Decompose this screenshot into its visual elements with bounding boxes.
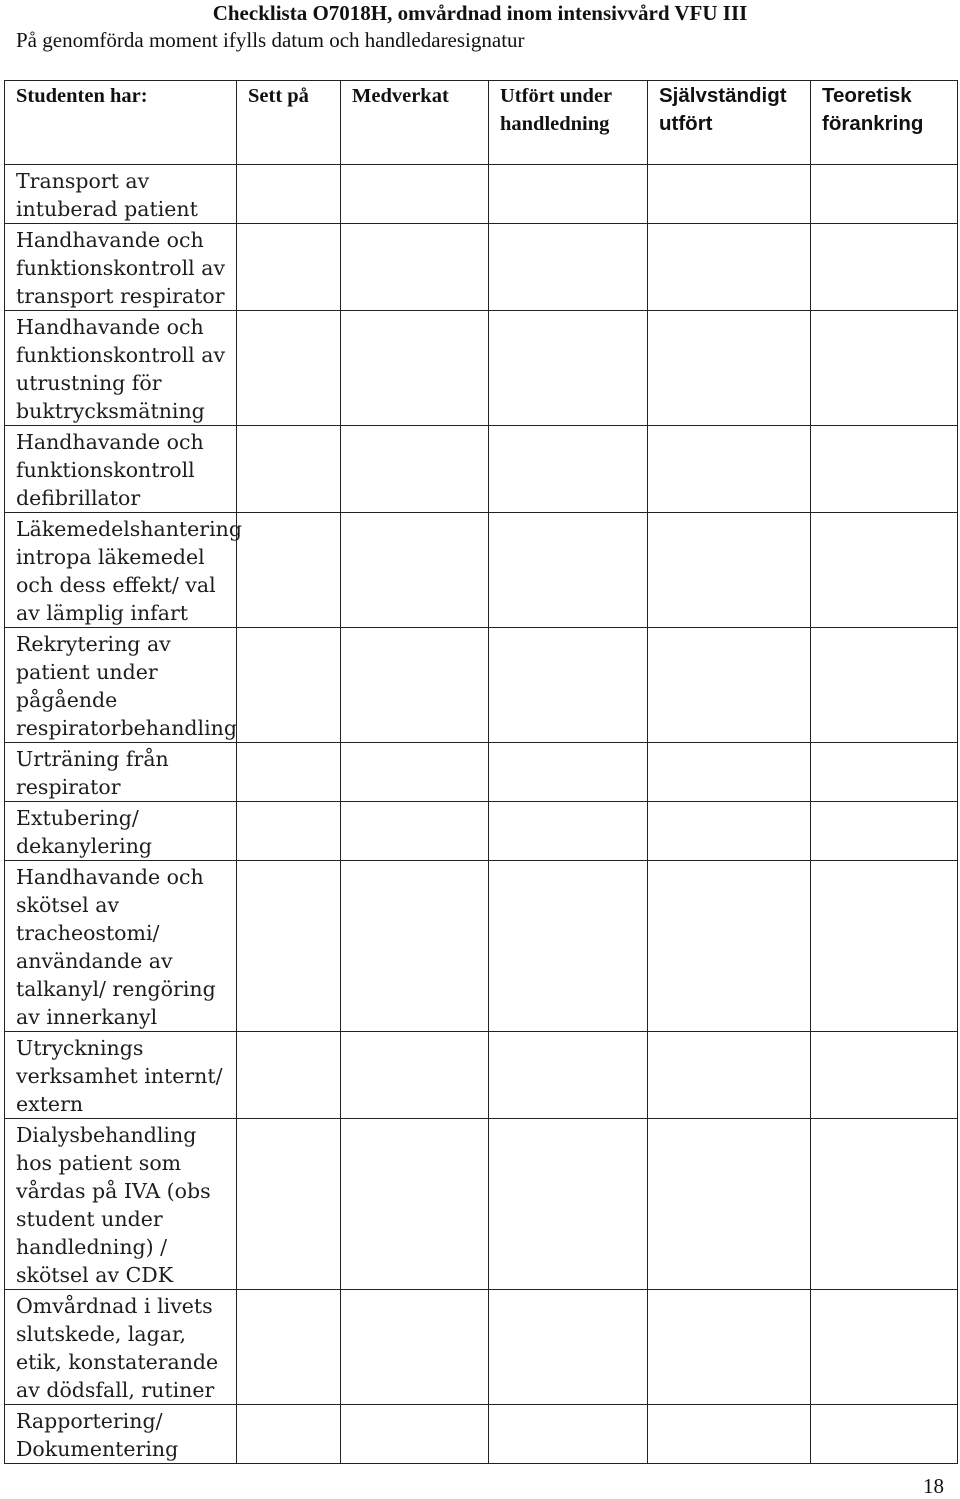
- teoretisk-forankring-cell[interactable]: [811, 426, 958, 513]
- teoretisk-forankring-cell[interactable]: [811, 513, 958, 628]
- utfort-under-handledning-cell[interactable]: [489, 1032, 648, 1119]
- medverkat-cell[interactable]: [341, 1032, 489, 1119]
- sjalvstandigt-utfort-cell[interactable]: [648, 311, 811, 426]
- header-medverkat: Medverkat: [341, 81, 489, 165]
- header-teoretisk-forankring: Teoretisk förankring: [811, 81, 958, 165]
- utfort-under-handledning-cell[interactable]: [489, 743, 648, 802]
- teoretisk-forankring-cell[interactable]: [811, 1405, 958, 1464]
- utfort-under-handledning-cell[interactable]: [489, 1290, 648, 1405]
- sjalvstandigt-utfort-cell[interactable]: [648, 628, 811, 743]
- document-subtitle: På genomförda moment ifylls datum och handledaresignatur: [16, 28, 525, 52]
- sett-pa-cell[interactable]: [237, 743, 341, 802]
- teoretisk-forankring-cell[interactable]: [811, 1119, 958, 1290]
- sett-pa-cell[interactable]: [237, 311, 341, 426]
- utfort-under-handledning-cell[interactable]: [489, 311, 648, 426]
- teoretisk-forankring-cell[interactable]: [811, 165, 958, 224]
- sjalvstandigt-utfort-cell[interactable]: [648, 802, 811, 861]
- sett-pa-cell[interactable]: [237, 426, 341, 513]
- sjalvstandigt-utfort-cell[interactable]: [648, 1032, 811, 1119]
- row-label: Utrycknings verksamhet internt/ extern: [5, 1032, 237, 1119]
- utfort-under-handledning-cell[interactable]: [489, 802, 648, 861]
- sett-pa-cell[interactable]: [237, 224, 341, 311]
- medverkat-cell[interactable]: [341, 628, 489, 743]
- sjalvstandigt-utfort-cell[interactable]: [648, 224, 811, 311]
- row-label: Omvårdnad i livets slutskede, lagar, etik, konstaterande av dödsfall, rutiner: [5, 1290, 237, 1405]
- checklist-table: [4, 80, 958, 1464]
- page-number: 18: [923, 1474, 944, 1498]
- medverkat-cell[interactable]: [341, 165, 489, 224]
- teoretisk-forankring-cell[interactable]: [811, 802, 958, 861]
- sett-pa-cell[interactable]: [237, 1119, 341, 1290]
- teoretisk-forankring-cell[interactable]: [811, 743, 958, 802]
- utfort-under-handledning-cell[interactable]: [489, 513, 648, 628]
- document-title: Checklista O7018H, omvårdnad inom intensivvård VFU III: [212, 1, 748, 25]
- row-label: Läkemedelshantering intropa läkemedel och dess effekt/ val av lämplig infart: [5, 513, 237, 628]
- medverkat-cell[interactable]: [341, 802, 489, 861]
- teoretisk-forankring-cell[interactable]: [811, 224, 958, 311]
- sjalvstandigt-utfort-cell[interactable]: [648, 861, 811, 1032]
- sjalvstandigt-utfort-cell[interactable]: [648, 426, 811, 513]
- table-row: [5, 802, 958, 861]
- sjalvstandigt-utfort-cell[interactable]: [648, 1119, 811, 1290]
- sett-pa-cell[interactable]: [237, 861, 341, 1032]
- table-row: [5, 1405, 958, 1464]
- utfort-under-handledning-cell[interactable]: [489, 426, 648, 513]
- medverkat-cell[interactable]: [341, 861, 489, 1032]
- table-row: [5, 224, 958, 311]
- utfort-under-handledning-cell[interactable]: [489, 165, 648, 224]
- table-row: [5, 1119, 958, 1290]
- table-row: [5, 513, 958, 628]
- sett-pa-cell[interactable]: [237, 1290, 341, 1405]
- teoretisk-forankring-cell[interactable]: [811, 311, 958, 426]
- sjalvstandigt-utfort-cell[interactable]: [648, 743, 811, 802]
- table-row: [5, 311, 958, 426]
- table-row: [5, 1290, 958, 1405]
- table-row: [5, 628, 958, 743]
- row-label: Rekrytering av patient under pågående respiratorbehandling: [5, 628, 237, 743]
- sjalvstandigt-utfort-cell[interactable]: [648, 1290, 811, 1405]
- row-label: Handhavande och funktionskontroll av utrustning för buktrycksmätning: [5, 311, 237, 426]
- sett-pa-cell[interactable]: [237, 1405, 341, 1464]
- row-label: Handhavande och funktionskontroll defibrillator: [5, 426, 237, 513]
- table-row: [5, 165, 958, 224]
- utfort-under-handledning-cell[interactable]: [489, 224, 648, 311]
- sett-pa-cell[interactable]: [237, 1032, 341, 1119]
- row-label: Handhavande och skötsel av tracheostomi/ användande av talkanyl/ rengöring av innerkanyl: [5, 861, 237, 1032]
- table-row: [5, 743, 958, 802]
- table-row: [5, 861, 958, 1032]
- utfort-under-handledning-cell[interactable]: [489, 628, 648, 743]
- row-label: Handhavande och funktionskontroll av transport respirator: [5, 224, 237, 311]
- medverkat-cell[interactable]: [341, 426, 489, 513]
- sjalvstandigt-utfort-cell[interactable]: [648, 513, 811, 628]
- utfort-under-handledning-cell[interactable]: [489, 861, 648, 1032]
- row-label: Rapportering/ Dokumentering: [5, 1405, 237, 1464]
- sett-pa-cell[interactable]: [237, 165, 341, 224]
- row-label: Transport av intuberad patient: [5, 165, 237, 224]
- sett-pa-cell[interactable]: [237, 802, 341, 861]
- header-studenten-har: Studenten har:: [5, 81, 237, 165]
- row-label: Extubering/ dekanylering: [5, 802, 237, 861]
- medverkat-cell[interactable]: [341, 311, 489, 426]
- header-utfort-under-handledning: Utfört under handledning: [489, 81, 648, 165]
- teoretisk-forankring-cell[interactable]: [811, 1290, 958, 1405]
- sjalvstandigt-utfort-cell[interactable]: [648, 1405, 811, 1464]
- sett-pa-cell[interactable]: [237, 628, 341, 743]
- teoretisk-forankring-cell[interactable]: [811, 1032, 958, 1119]
- sjalvstandigt-utfort-cell[interactable]: [648, 165, 811, 224]
- sett-pa-cell[interactable]: [237, 513, 341, 628]
- row-label: Dialysbehandling hos patient som vårdas på IVA (obs student under handledning) / skötsel av CDK: [5, 1119, 237, 1290]
- teoretisk-forankring-cell[interactable]: [811, 861, 958, 1032]
- table-row: [5, 426, 958, 513]
- table-row: [5, 1032, 958, 1119]
- medverkat-cell[interactable]: [341, 513, 489, 628]
- utfort-under-handledning-cell[interactable]: [489, 1119, 648, 1290]
- header-sett-pa: Sett på: [237, 81, 341, 165]
- medverkat-cell[interactable]: [341, 1405, 489, 1464]
- header-sjalvstandigt-utfort: Självständigt utfört: [648, 81, 811, 165]
- medverkat-cell[interactable]: [341, 224, 489, 311]
- row-label: Urträning från respirator: [5, 743, 237, 802]
- header-row: [5, 81, 958, 165]
- medverkat-cell[interactable]: [341, 743, 489, 802]
- medverkat-cell[interactable]: [341, 1290, 489, 1405]
- medverkat-cell[interactable]: [341, 1119, 489, 1290]
- teoretisk-forankring-cell[interactable]: [811, 628, 958, 743]
- utfort-under-handledning-cell[interactable]: [489, 1405, 648, 1464]
